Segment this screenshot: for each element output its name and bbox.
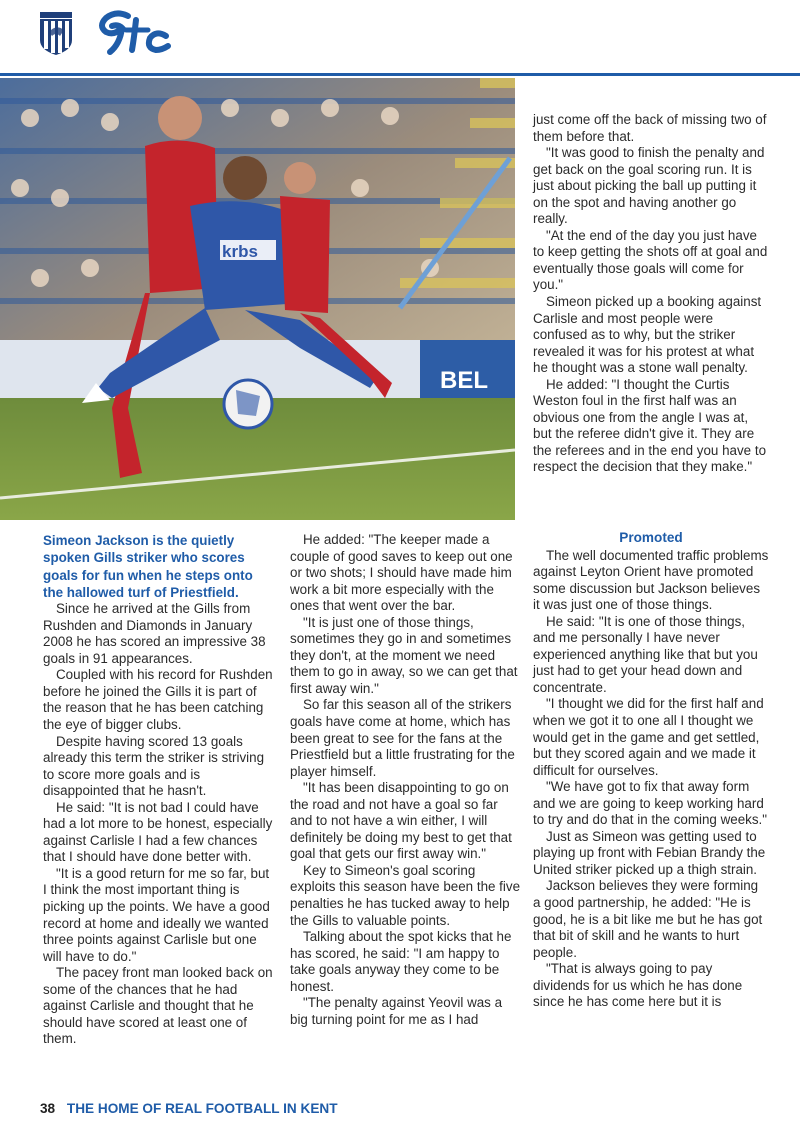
article-paragraph: "That is always going to pay dividends for us which he has done since he has come here but it is — [533, 961, 743, 1010]
match-photo — [0, 78, 515, 520]
article-column-1 — [43, 532, 275, 1048]
gillingham-crest-icon — [38, 12, 74, 56]
article-paragraph: The well documented traffic problems against Leyton Orient have promoted some discussion but Jackson believes it was just one of those things. — [533, 547, 769, 613]
page-header — [0, 0, 800, 76]
gfc-monogram-icon — [96, 8, 172, 60]
article-column-2 — [290, 532, 522, 1028]
article-paragraph: "The penalty against Yeovil was a big turning point for me as I had — [290, 995, 503, 1027]
article-paragraph: He added: "I thought the Curtis Weston foul in the first half was an obvious one from the angle I was at, but the referee didn't give it. They are the referees and in the end you have to respect the decision that they make." — [533, 376, 767, 475]
article-paragraph: So far this season all of the strikers goals have come at home, which has been great to see for the fans at the Priestfield but a little frustrating for the player himself. — [290, 697, 515, 779]
article-paragraph: Since he arrived at the Gills from Rushden and Diamonds in January 2008 he has scored an impressive 38 goals in 91 appearances. — [43, 601, 266, 666]
article-paragraph: "It is just one of those things, sometimes they go in and sometimes they don't, at the moment we need them to go in away, so we can get that first away win." — [290, 614, 518, 696]
article-paragraph: "I thought we did for the first half and when we got it to one all I thought we would get in the game and get settled, but they scored again and we made it difficult for ourselves. — [533, 696, 764, 778]
match-photo-illustration — [0, 78, 515, 520]
article-paragraph: "It is a good return for me so far, but I think the most important thing is picking up the points. We have a good record at home and ideally we wanted three points against Carlisle but one will have to do." — [43, 865, 270, 964]
article-paragraph: Key to Simeon's goal scoring exploits this season have been the five penalties he has tucked away to help the Gills to valuable points. — [290, 862, 521, 928]
article-paragraph: Simeon picked up a booking against Carlisle and most people were confused as to why, but the striker revealed it was for his protest at what he thought was a stone wall penalty. — [533, 294, 762, 376]
article-paragraph: He said: "It is one of those things, and me personally I have never experienced anything like that but you just had to get your head down and concentrate. — [533, 613, 758, 695]
article-paragraph: He added: "The keeper made a couple of good saves to keep out one or two shots; I should have made him work a bit more especially with the ones that went over the bar. — [290, 532, 513, 614]
article-paragraph: Coupled with his record for Rushden before he joined the Gills it is part of the reason that he has been catching the eye of bigger clubs. — [43, 667, 273, 733]
article-subheading: Promoted — [619, 530, 683, 545]
article-paragraph: just come off the back of missing two of them before that. — [533, 112, 767, 144]
article-paragraph: "At the end of the day you just have to keep getting the shots off at goal and eventually those goals will come for you." — [533, 227, 768, 293]
article-paragraph: Despite having scored 13 goals already this term the striker is striving to score more goals and is disappointed that he hasn't. — [43, 733, 265, 799]
advertising-board-text: BEL — [440, 367, 488, 394]
article-paragraph: He said: "It is not bad I could have had a lot more to be honest, especially against Carlisle I had a few chances that I should have done better with. — [43, 799, 273, 865]
article-paragraph: Just as Simeon was getting used to playing up front with Febian Brandy the United striker picked up a thigh strain. — [533, 828, 766, 877]
article-paragraph: "We have got to fix that away form and we are going to keep working hard to try and do that in the coming weeks." — [533, 779, 768, 828]
shirt-sponsor-text: krbs — [222, 242, 258, 261]
article-column-3-top — [533, 112, 769, 476]
article-column-3-bottom — [533, 530, 769, 1011]
page-footer — [40, 1101, 338, 1116]
header-rule — [0, 73, 800, 76]
footer-tagline: THE HOME OF REAL FOOTBALL IN KENT — [66, 1101, 338, 1116]
article-paragraph: "It was good to finish the penalty and get back on the goal scoring run. It is just about picking the ball up putting it on the spot and having another go really. — [533, 145, 765, 227]
article-paragraph: Jackson believes they were forming a good partnership, he added: "He is good, he is a bit like me but he has got that bit of skill and he wants to hurt people. — [533, 878, 763, 960]
article-intro: Simeon Jackson is the quietly spoken Gills striker who scores goals for fun when he steps onto the hallowed turf of Priestfield. — [43, 533, 253, 600]
article-paragraph: "It has been disappointing to go on the road and not have a goal so far and to not have a win either, I will definitely be doing my best to get that goal that gets our first away win." — [290, 780, 512, 862]
article-paragraph: Talking about the spot kicks that he has scored, he said: "I am happy to take goals anyway they come to be honest. — [290, 929, 512, 994]
page-number: 38 — [40, 1101, 56, 1116]
article-paragraph: The pacey front man looked back on some of the chances that he had against Carlisle and thought that he should have scored at least one of them. — [43, 965, 273, 1047]
